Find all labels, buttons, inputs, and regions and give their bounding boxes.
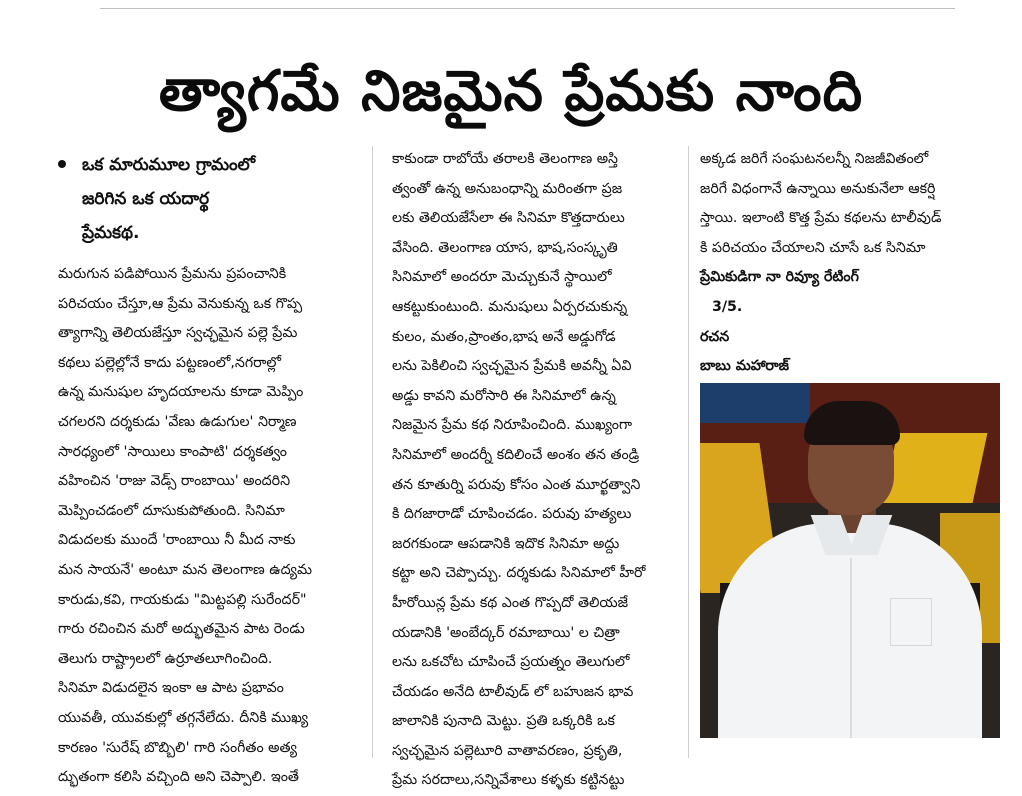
text-line: తన కూతుర్ని పరువు కోసం ఎంత మూర్ఖత్వాని bbox=[392, 476, 641, 493]
column-divider bbox=[372, 146, 373, 758]
text-line: కథలు పల్లెల్లోనే కాదు పట్టణంలో,నగరాల్లో bbox=[58, 354, 282, 371]
text-line: కి దిగజారాడో చూపించడం. పరువు హత్యలు bbox=[392, 506, 632, 523]
text-line: సినిమా విడుదలైన ఇంకా ఆ పాట ప్రభావం bbox=[58, 680, 284, 697]
text-line: పరిచయం చేస్తూ,ఆ ప్రేమ వెనుకున్న ఒక గొప్ప bbox=[58, 295, 303, 312]
bullet-line: జరిగిన ఒక యదార్థ bbox=[82, 189, 210, 209]
shirt-placket bbox=[850, 558, 852, 738]
text-line: సారధ్యంలో 'సాయిలు కాంపాటి' దర్శకత్వం bbox=[58, 443, 287, 460]
text-line: కారణం 'సురేష్ బొబ్బిలి' గారి సంగీతం అత్య bbox=[58, 739, 297, 756]
review-rating: 3/5. bbox=[712, 298, 743, 315]
text-line: స్తాయి. ఇలాంటి కొత్త ప్రేమ కథలను టాలీవుడ్ bbox=[700, 210, 942, 227]
bullet-summary bbox=[58, 148, 358, 250]
text-line: లను పెకిలించి స్వచ్ఛమైన ప్రేమకి అవన్నీ ఏవి bbox=[392, 358, 632, 375]
text-line: జరగకుండా ఆపడానికి ఇదొక సినిమా అద్దు bbox=[392, 535, 620, 552]
bullet-line: ఒక మారుమూల గ్రామంలో bbox=[82, 155, 256, 175]
text-line: చేయడం అనేది టాలీవుడ్ లో బహుజన భావ bbox=[392, 683, 634, 700]
text-line: మన సాయనే' అంటూ మన తెలంగాణ ఉద్యమ bbox=[58, 561, 313, 578]
text-line: సినిమాలో అందర్నీ కదిలించే అంశం తన తండ్రి bbox=[392, 446, 640, 463]
text-line: అడ్డు కావని మరోసారి ఈ సినిమాలో ఉన్న bbox=[392, 387, 616, 404]
text-line: ప్రేమ సరదాలు,సన్నివేశాలు కళ్ళకు కట్టినట్టు bbox=[392, 772, 625, 789]
text-line: మెప్పించడంలో దూసుకుపోతుంది. సినిమా bbox=[58, 502, 285, 519]
text-line: అక్కడ జరిగే సంఘటనలన్నీ నిజజీవితంలో bbox=[700, 151, 929, 167]
article-column-1 bbox=[58, 260, 354, 793]
text-line: కట్టా అని చెప్పొచ్చు. దర్శకుడు సినిమాలో హీరో bbox=[392, 565, 646, 582]
text-line: వహించిన 'రాజు వెడ్స్ రాంబాయి' అందరిని bbox=[58, 473, 291, 490]
poster-accent bbox=[700, 383, 810, 423]
review-label: ప్రేమికుడిగా నా రివ్యూ రేటింగ్ bbox=[700, 269, 859, 286]
top-rule bbox=[100, 8, 955, 9]
text-line: కారుడు,కవి, గాయకుడు "మిట్టపల్లి సురేందర్" bbox=[58, 591, 307, 608]
text-line: లను ఒకచోట చూపించే ప్రయత్నం తెలుగులో bbox=[392, 654, 630, 671]
article-column-3 bbox=[700, 145, 1000, 382]
bullet-line: ప్రేమకథ. bbox=[82, 223, 140, 243]
text-line: కి పరిచయం చేయాలని చూసే ఒక సినిమా bbox=[700, 239, 926, 256]
shirt-pocket bbox=[890, 598, 932, 646]
author-name: బాబు మహారాజ్ bbox=[700, 358, 790, 375]
text-line: జాలానికి పునాది మెట్టు. ప్రతి ఒక్కరికి ఒక bbox=[392, 713, 615, 730]
text-line: కులం, మతం,ప్రాంతం,భాష అనే అడ్డుగోడ bbox=[392, 328, 616, 345]
author-label: రచన bbox=[700, 328, 730, 345]
text-line: త్వంతో ఉన్న అనుబంధాన్ని మరింతగా ప్రజ bbox=[392, 180, 623, 197]
text-line: లకు తెలియజేసేలా ఈ సినిమా కొత్తదారులు bbox=[392, 210, 625, 227]
text-line: ఆకట్టుకుంటుంది. మనుషులు ఏర్పరచుకున్న bbox=[392, 298, 628, 315]
text-line: మరుగున పడిపోయిన ప్రేమను ప్రపంచానికి bbox=[58, 266, 287, 282]
text-line: స్వచ్ఛమైన పల్లెటూరి వాతావరణం, ప్రకృతి, bbox=[392, 742, 623, 759]
text-line: విడుదలకు ముందే 'రాంబాయి నీ మీద నాకు bbox=[58, 532, 296, 549]
text-line: తెలుగు రాష్ట్రాలలో ఉర్రూతలూగించింది. bbox=[58, 650, 273, 667]
poster-lettering bbox=[883, 433, 988, 503]
text-line: గారు రచించిన మరో అద్భుతమైన పాట రెండు bbox=[58, 621, 305, 638]
text-line: నిజమైన ప్రేమ కథ నిరూపించింది. ముఖ్యంగా bbox=[392, 417, 633, 434]
column-divider bbox=[688, 146, 689, 758]
text-line: సినిమాలో అందరూ మెచ్చుకునే స్థాయిలో bbox=[392, 269, 612, 286]
bullet-icon bbox=[58, 160, 66, 168]
text-line: జరిగే విధంగానే ఉన్నాయి అనుకునేలా ఆకర్షి bbox=[700, 180, 936, 197]
text-line: యువతీ, యువకుల్లో తగ్గనేలేదు. దీనికి ముఖ్య bbox=[58, 709, 309, 726]
text-line: హీరోయిన్ల ప్రేమ కథ ఎంత గొప్పదో తెలియజే bbox=[392, 594, 629, 611]
text-line: యడానికి 'అంబేద్కర్ రమాబాయి' ల చిత్రా bbox=[392, 624, 620, 641]
author-photo bbox=[700, 383, 1000, 738]
person-hair bbox=[804, 401, 900, 445]
text-line: కాకుండా రాబోయే తరాలకి తెలంగాణ అస్తి bbox=[392, 151, 619, 167]
text-line: త్యాగాన్ని తెలియజేస్తూ స్వచ్ఛమైన పల్లె ప్రేమ bbox=[58, 325, 298, 342]
text-line: ఉన్న మనుషుల హృదయాలను కూడా మెప్పిం bbox=[58, 384, 304, 401]
text-line: ద్భుతంగా కలిసి వచ్చింది అని చెప్పాలి. ఇంతే bbox=[58, 769, 299, 786]
article-column-2 bbox=[392, 145, 680, 796]
text-line: చగలరని దర్శకుడు 'వేణు ఉడుగుల' నిర్మాణ bbox=[58, 413, 297, 430]
text-line: వేసింది. తెలంగాణ యాస, భాష,సంస్కృతి bbox=[392, 239, 618, 256]
headline: త్యాగమే నిజమైన ప్రేమకు నాంది bbox=[158, 59, 864, 124]
